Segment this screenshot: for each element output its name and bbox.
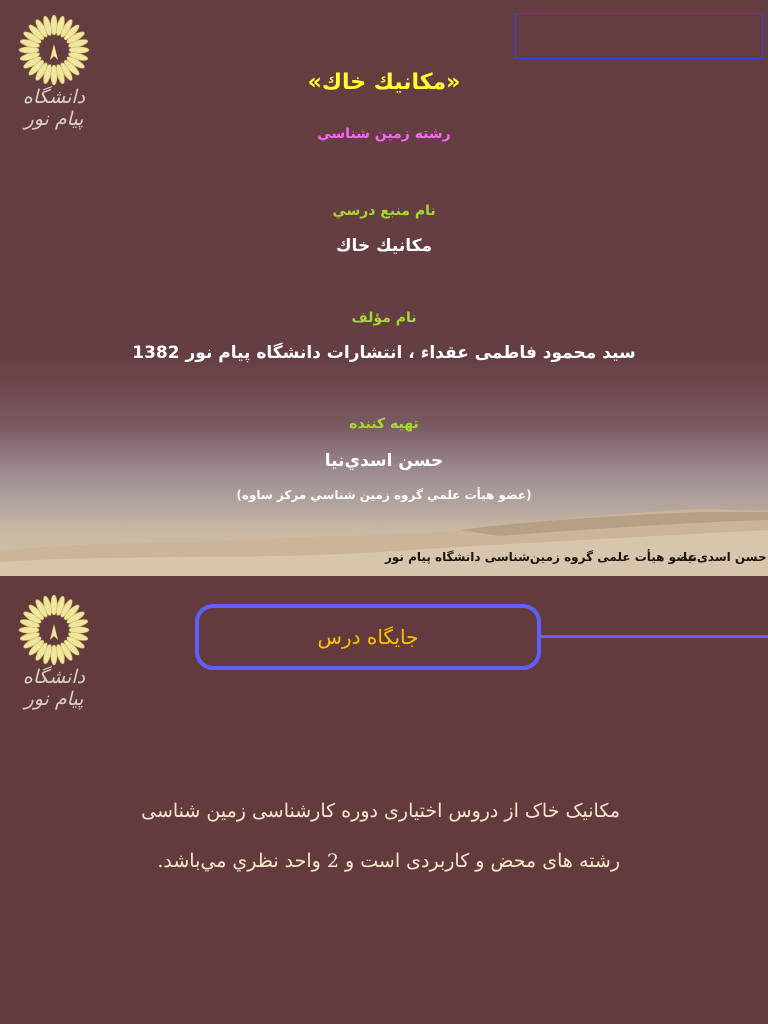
source-label: نام منبع درسي	[332, 203, 436, 219]
section-heading: جايگاه درس	[317, 625, 419, 649]
corner-frame	[515, 13, 763, 59]
course-position-slide	[0, 576, 768, 1024]
author-label: نام مؤلف	[351, 310, 417, 326]
source-value: مكانيك خاك	[335, 236, 433, 256]
university-sunburst-icon	[16, 592, 92, 668]
footer-affiliation: عضو هیأت علمی گروه زمین‌شناسی دانشگاه پیام نور	[385, 550, 697, 564]
heading-connector-line	[541, 635, 768, 638]
university-logo	[6, 588, 102, 708]
logo-text: دانشگاه پیام نور	[22, 86, 86, 130]
desert-landscape	[0, 500, 768, 576]
logo-text: دانشگاه پیام نور	[22, 666, 86, 710]
footer-name: حسن اسدی‌نیا	[683, 550, 767, 564]
university-logo	[6, 8, 102, 128]
preparer-value: حسن اسدي‌نيا	[324, 451, 444, 471]
body-line-2: رشته های محض و کاربردی است و 2 واحد نظري مي‌باشد.	[157, 850, 620, 872]
body-line-1: مکانیک خاک از دروس اختیاری دوره کارشناسی زمین شناسی	[141, 800, 620, 822]
preparer-note: (عضو هيأت علمي گروه زمين شناسي مركز ساوه)	[236, 488, 532, 502]
preparer-label: تهيه كننده	[349, 416, 419, 432]
slide-title: «مكانيك خاك»	[307, 70, 461, 95]
slide-subtitle: رشته زمين شناسي	[317, 126, 451, 142]
author-value: سيد محمود فاطمی عقداء ، انتشارات دانشگاه پيام نور 1382	[132, 343, 636, 363]
section-heading-box	[195, 604, 541, 670]
